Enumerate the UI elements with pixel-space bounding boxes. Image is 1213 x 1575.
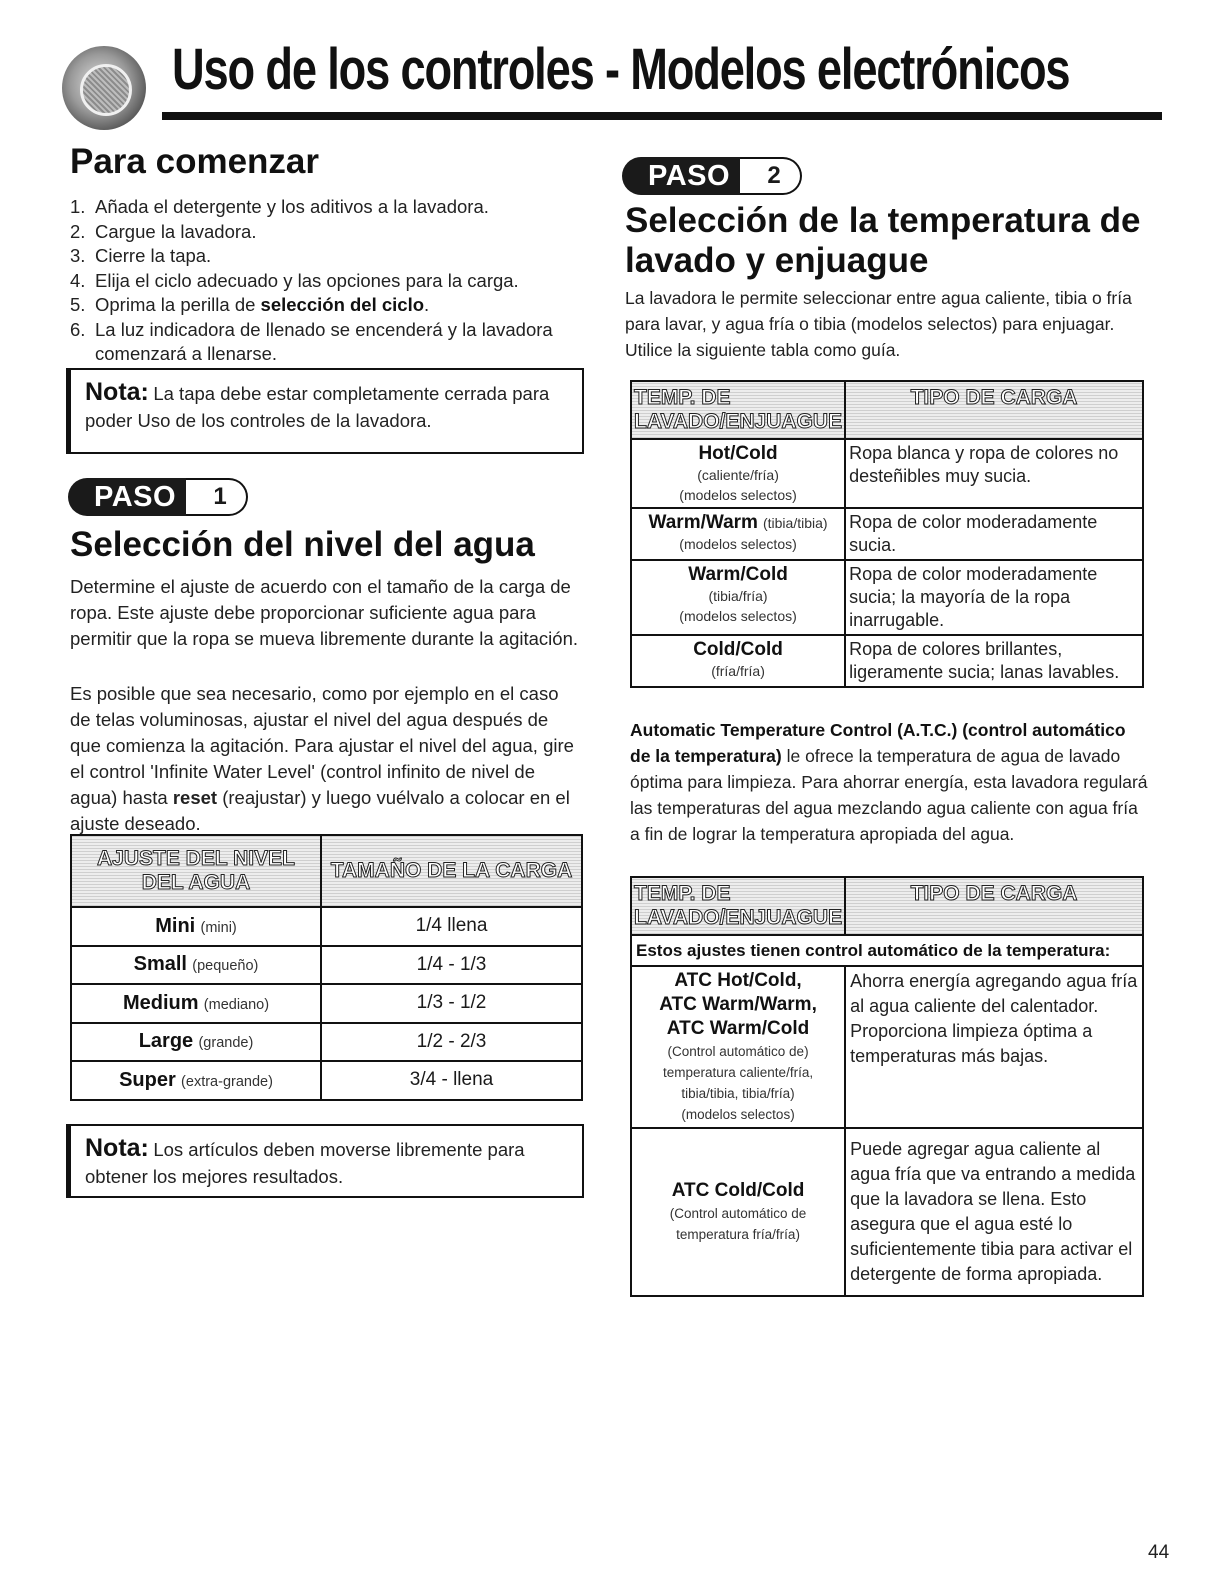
note-label: Nota: (85, 378, 149, 406)
list-item (70, 244, 580, 269)
table-subheader: Estos ajustes tienen control automático de la temperatura: (631, 935, 1143, 966)
step-text-part: . (424, 294, 430, 315)
table-cell: 1/4 llena (321, 907, 582, 946)
step-text-bold: selección del ciclo (260, 294, 425, 315)
level-name: Medium (122, 991, 199, 1014)
table-cell (71, 984, 321, 1023)
table-cell: Puede agregar agua caliente al agua fría que va entrando a medida que la lavadora se llena. Esto asegura que el agua esté lo suficientemente tibia para activar el detergente de forma apropiada. (845, 1128, 1143, 1296)
list-item (70, 318, 580, 367)
table-cell (631, 635, 845, 687)
atc-name: ATC Warm/Cold (666, 1018, 810, 1039)
note-text: Los artículos deben moverse libremente para obtener los mejores resultados. (85, 1139, 525, 1187)
table-cell (631, 966, 845, 1128)
level-sub: (mini) (200, 919, 237, 936)
note-text: La tapa debe estar completamente cerrada para poder Uso de los controles de la lavadora. (85, 383, 550, 431)
table-cell (631, 560, 845, 635)
table-cell: 1/4 - 1/3 (321, 946, 582, 985)
table-cell (71, 907, 321, 946)
page-number: 44 (1148, 1542, 1170, 1563)
step-badge-label: PASO (68, 478, 198, 516)
list-item (70, 293, 580, 318)
paragraph-text: (reajustar) y luego vuélvalo a colocar en el ajuste deseado. (70, 787, 570, 834)
step-text: La luz indicadora de llenado se encenderá y la lavadora comenzará a llenarse. (95, 318, 553, 364)
step-badge-label: PASO (622, 157, 752, 195)
table-cell: Ahorra energía agregando agua fría al agua caliente del calentador. Proporciona limpieza óptima a temperaturas más bajas. (845, 966, 1143, 1128)
column-header: TIPO DE CARGA (845, 877, 1143, 935)
table-row (71, 984, 582, 1023)
section-title-temperature: Selección de la temperatura de lavado y enjuague (625, 201, 1141, 280)
table-cell: 1/2 - 2/3 (321, 1023, 582, 1062)
step-number: 6. (70, 318, 86, 340)
temp-name: Cold/Cold (693, 639, 783, 660)
level-name: Mini (155, 914, 196, 937)
paragraph: La lavadora le permite seleccionar entre agua caliente, tibia o fría para lavar, y agua fría o tibia (modelos selectos) para enjuagar. Utilice la siguiente tabla como guía. (625, 288, 1132, 360)
table-cell (631, 1128, 845, 1296)
atc-name: ATC Hot/Cold, (674, 970, 802, 991)
temp-sub: (modelos selectos) (679, 536, 797, 552)
step-text: Elija el ciclo adecuado y las opciones para la carga. (95, 269, 519, 291)
column-header: AJUSTE DEL NIVEL DEL AGUA (71, 835, 321, 907)
atc-sub: tibia/tibia, tibia/fría) (681, 1086, 795, 1101)
temp-name: Warm/Warm (648, 512, 758, 533)
temp-name: Hot/Cold (698, 443, 778, 464)
page-header (62, 30, 1162, 126)
table-cell: 3/4 - llena (321, 1061, 582, 1100)
paragraph (70, 681, 580, 837)
table-subheader-row (631, 935, 1143, 966)
level-sub: (extra-grande) (181, 1073, 273, 1090)
table-row (631, 560, 1143, 635)
atc-sub: temperatura caliente/fría, (663, 1065, 814, 1080)
temp-sub: (fría/fría) (711, 663, 765, 679)
section-title-para-comenzar: Para comenzar (70, 142, 320, 181)
table-cell (631, 508, 845, 560)
table-header-row (71, 835, 582, 907)
step-badge-number: 2 (740, 157, 802, 195)
page-title: Uso de los controles - Modelos electrónicos (172, 37, 1070, 102)
section-title-water-level: Selección del nivel del agua (70, 525, 535, 564)
list-item (70, 195, 580, 220)
note-label: Nota: (85, 1134, 149, 1162)
column-header: TIPO DE CARGA (845, 381, 1143, 439)
level-name: Small (133, 953, 187, 976)
table-cell (71, 1061, 321, 1100)
atc-name: ATC Warm/Warm, (659, 994, 817, 1015)
paragraph: Determine el ajuste de acuerdo con el tamaño de la carga de ropa. Este ajuste debe proporcionar suficiente agua para permitir que la ropa se mueva libremente durante la agitación. (70, 576, 579, 649)
step-number: 1. (70, 196, 86, 217)
table-cell (71, 946, 321, 985)
atc-sub: temperatura fría/fría) (676, 1227, 800, 1242)
temp-name: Warm/Cold (688, 564, 788, 585)
temp-sub: (caliente/fría) (697, 467, 779, 483)
level-sub: (grande) (198, 1035, 254, 1052)
header-rule (162, 112, 1162, 120)
list-item (70, 269, 580, 294)
paragraph (630, 717, 1150, 847)
table-row (631, 635, 1143, 687)
level-sub: (mediano) (203, 996, 270, 1013)
temperature-table (630, 380, 1144, 688)
step-number: 2. (70, 220, 86, 242)
column-header: TAMAÑO DE LA CARGA (321, 835, 582, 907)
table-header-row (631, 381, 1143, 439)
table-row (71, 907, 582, 946)
column-header: TEMP. DE LAVADO/ENJUAGUE (631, 381, 845, 439)
table-row (71, 1023, 582, 1062)
atc-name: ATC Cold/Cold (671, 1180, 805, 1201)
step-text: Cierre la tapa. (95, 245, 212, 266)
step-number: 5. (70, 294, 86, 315)
atc-sub: (modelos selectos) (681, 1107, 795, 1122)
temp-sub: (modelos selectos) (679, 487, 797, 503)
table-cell: 1/3 - 1/2 (321, 984, 582, 1023)
paragraph-bold: reset (172, 787, 218, 808)
column-header: TEMP. DE LAVADO/ENJUAGUE (631, 877, 845, 935)
list-item (70, 220, 580, 245)
step-text-part: Oprima la perilla de (95, 294, 261, 315)
step-text (95, 293, 429, 318)
table-cell (71, 1023, 321, 1062)
temp-name-line (635, 511, 841, 534)
table-row (71, 1061, 582, 1100)
table-cell (631, 439, 845, 508)
table-cell: Ropa de colores brillantes, ligeramente sucia; lanas lavables. (845, 635, 1143, 687)
table-cell: Ropa de color moderadamente sucia; la mayoría de la ropa inarrugable. (845, 560, 1143, 635)
table-row (631, 508, 1143, 560)
table-cell: Ropa de color moderadamente sucia. (845, 508, 1143, 560)
step-text: Cargue la lavadora. (95, 220, 257, 242)
step-badge-number: 1 (186, 478, 248, 516)
start-steps-list (70, 195, 580, 367)
temp-sub: (modelos selectos) (679, 608, 797, 624)
note-box (66, 1124, 584, 1198)
paragraph-bold: Automatic Temperature Control (A.T.C.) (control automático de la temperatura) (630, 720, 1126, 766)
temp-sub: (tibia/fría) (708, 588, 768, 604)
water-level-table (70, 834, 583, 1101)
step-number: 3. (70, 245, 86, 266)
dial-icon (62, 46, 146, 130)
level-name: Super (119, 1068, 176, 1091)
table-row (631, 966, 1143, 1128)
step-text: Añada el detergente y los aditivos a la lavadora. (95, 196, 489, 217)
table-row (631, 1128, 1143, 1296)
paragraph-text: Es posible que sea necesario, como por ejemplo en el caso de telas voluminosas, ajustar el nivel del agua después de que comienza la agitación. Para ajustar el nivel del agua, gire el control 'Infinite Water Level' (control infinito de nivel de agua) hasta (70, 683, 574, 808)
temp-sub: (tibia/tibia) (762, 515, 828, 531)
table-row (71, 946, 582, 985)
table-cell: Ropa blanca y ropa de colores no desteñibles muy sucia. (845, 439, 1143, 508)
table-row (631, 439, 1143, 508)
atc-sub: (Control automático de) (667, 1044, 809, 1059)
step-number: 4. (70, 269, 86, 291)
note-box (66, 368, 584, 454)
level-sub: (pequeño) (192, 958, 259, 975)
level-name: Large (138, 1030, 194, 1053)
atc-sub: (Control automático de (669, 1206, 807, 1221)
atc-table (630, 876, 1144, 1297)
table-header-row (631, 877, 1143, 935)
paragraph-text: le ofrece la temperatura de agua de lavado óptima para limpieza. Para ahorrar energía, esta lavadora regulará las temperaturas del agua mezclando agua caliente con agua fría a fin de lograr la temperatura apropiada del agua. (630, 746, 1148, 844)
